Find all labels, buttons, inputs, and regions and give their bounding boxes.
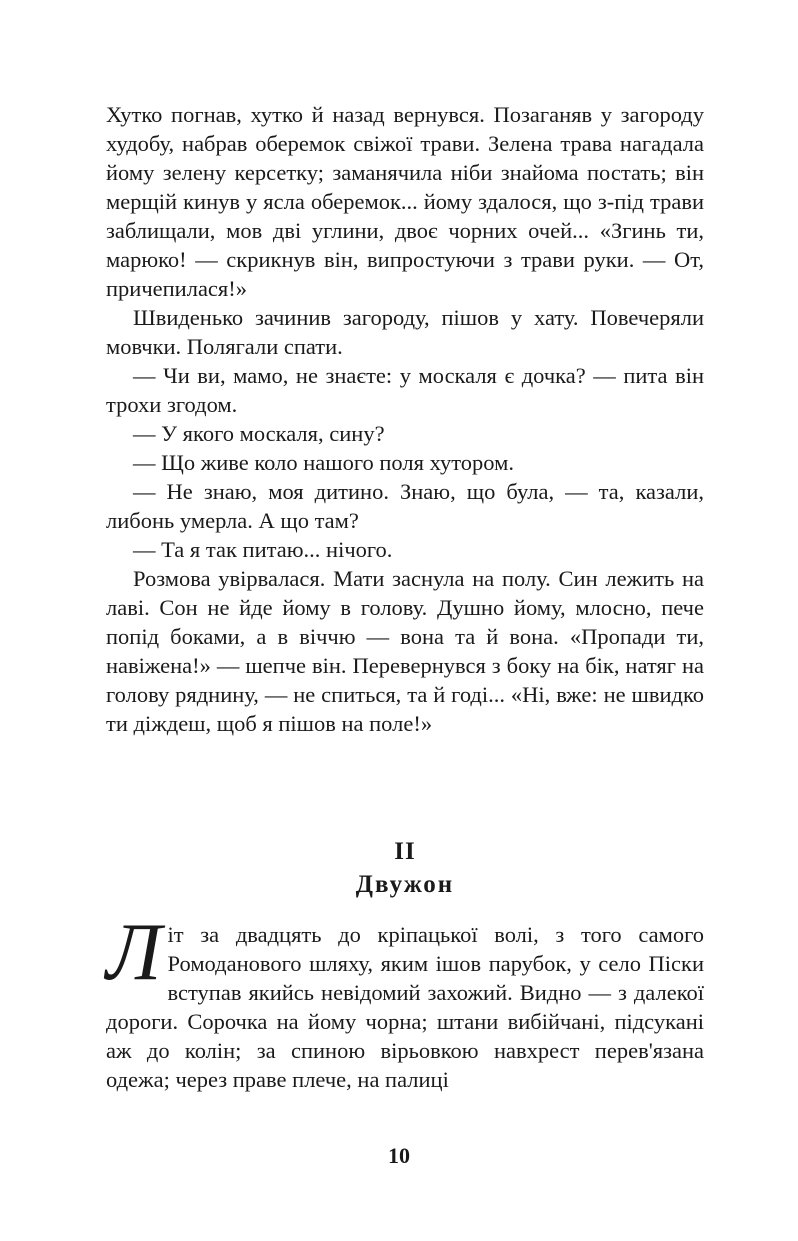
dialogue-line-5: — Та я так питаю... нічого.: [133, 537, 393, 562]
dialogue-line-2: — У якого москаля, сину?: [133, 421, 385, 446]
paragraph-3: Розмова увірвалася. Мати заснула на полу. Син лежить на лаві. Сон не йде йому в голову. Душно йому, млосно, пече попід боками, а в віччю — вона та й вона. «Пропади ти, навіжена!» — шепче він. Перевернувся з боку на бік, натяг на голову ряднину, — не спиться, та й годі... «Ні, вже: не швидко ти діждеш, щоб я пішов на поле!»: [106, 566, 704, 736]
dialogue-line-4: — Не знаю, моя дитино. Знаю, що була, — та, казали, либонь умерла. А що там?: [106, 479, 704, 533]
chapter-first-paragraph: [106, 906, 704, 1094]
dialogue-line-3: — Що живе коло нашого поля хутором.: [133, 450, 514, 475]
page-content: [106, 100, 704, 1094]
paragraph-2: Швиденько зачинив загороду, пішов у хату. Повечеряли мовчки. Полягали спати.: [106, 305, 704, 359]
chapter-body: [106, 906, 704, 1094]
drop-cap: Л: [106, 906, 162, 997]
chapter-title: Двужон: [355, 871, 455, 898]
page-number: 10: [388, 1143, 410, 1168]
dialogue-line-1: — Чи ви, мамо, не знаєте: у москаля є дочка? — пита він трохи згодом.: [106, 363, 704, 417]
chapter-first-paragraph-text: іт за двадцять до кріпацької волі, з того самого Ромоданового шляху, яким ішов парубок, у село Піски вступав якийсь невідомий захожий. Видно — з далекої дороги. Сорочка на йому чорна; штани вибійчані, підсукані аж до колін; за спиною вірьовкою навхрест перев'язана одежа; через праве плече, на палиці: [106, 922, 704, 1092]
chapter-heading: [106, 836, 704, 902]
paragraph-1: Хутко погнав, хутко й назад вернувся. Позаганяв у загороду худобу, набрав оберемок свіжої трави. Зелена трава нагадала йому зелену керсетку; заманячила ніби знайома постать; він мерщій кинув у ясла оберемок... йому здалося, що з-під трави заблищали, мов дві углини, двоє чорних очей... «Згинь ти, марюко! — скрикнув він, випростуючи з трави руки. — От, причепилася!»: [106, 102, 704, 301]
chapter-number: II: [394, 838, 416, 865]
